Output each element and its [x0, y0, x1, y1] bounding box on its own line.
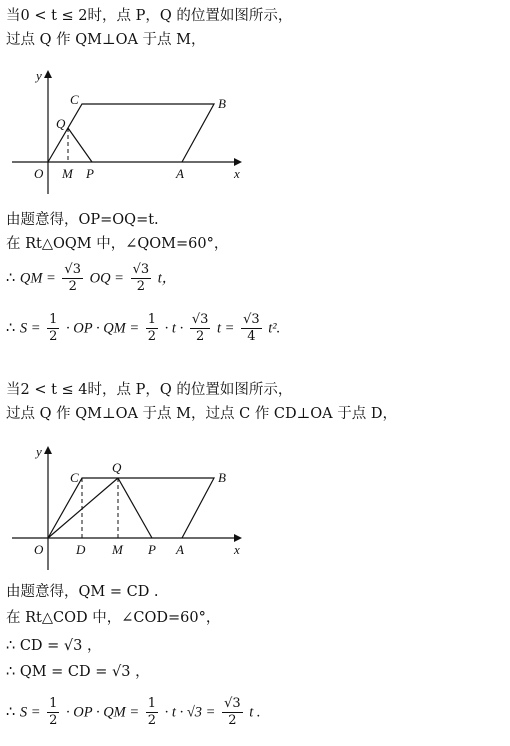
- fig2-label-A: A: [176, 542, 184, 557]
- fig1-label-M: M: [62, 166, 73, 181]
- fig2-label-B: B: [218, 470, 226, 485]
- case2-construction: 过点 Q 作 QM⊥OA 于点 M，过点 C 作 CD⊥OA 于点 D，: [6, 406, 397, 422]
- fig1-label-P: P: [86, 166, 94, 181]
- fig1-label-x: x: [234, 166, 240, 181]
- case2-qm: ∴ QM = CD = √3 ，: [6, 664, 150, 680]
- fig2-label-M: M: [112, 542, 123, 557]
- fig2-label-O: O: [34, 542, 44, 557]
- fig1-label-O: O: [34, 166, 44, 181]
- fig2-label-y: y: [36, 444, 42, 459]
- fig2-label-x: x: [234, 542, 240, 557]
- case1-area-formula: ∴ S = $\frac{1}{2}$ · OP · QM = $\frac{1}{2}$ · t · $\frac{√3}{2}$ t = $\frac{√3}{4}$ t².: [6, 312, 281, 344]
- fig1-label-B: B: [218, 96, 226, 111]
- case2-cd: ∴ CD = √3 ，: [6, 638, 102, 654]
- fig2-label-P: P: [148, 542, 156, 557]
- fig1-label-y: y: [36, 68, 42, 83]
- fig2-label-D: D: [76, 542, 86, 557]
- case1-heading: 当0 < t ≤ 2时，点 P，Q 的位置如图所示，: [6, 8, 293, 24]
- case2-heading: 当2 < t ≤ 4时，点 P，Q 的位置如图所示，: [6, 382, 293, 398]
- fig2-label-C: C: [70, 470, 79, 485]
- fig2-label-Q: Q: [112, 460, 122, 475]
- case2-given: 由题意得，QM = CD .: [6, 584, 159, 600]
- fig1-label-Q: Q: [56, 116, 66, 131]
- case1-construction: 过点 Q 作 QM⊥OA 于点 M，: [6, 32, 206, 48]
- case1-triangle: 在 Rt△OQM 中，∠QOM=60°，: [6, 236, 229, 252]
- case2-triangle: 在 Rt△COD 中，∠COD=60°，: [6, 610, 221, 626]
- case1-given: 由题意得，OP=OQ=t.: [6, 212, 159, 228]
- fig1-label-C: C: [70, 92, 79, 107]
- case2-area-formula: ∴ S = $\frac{1}{2}$ · OP · QM = $\frac{1}{2}$ · t · √3 = $\frac{√3}{2}$ t .: [6, 696, 261, 728]
- figure-case1: [6, 66, 266, 196]
- figure-case2: [6, 442, 266, 572]
- fig1-label-A: A: [176, 166, 184, 181]
- case1-qm-formula: ∴ QM = $\frac{√3}{2}$ OQ = $\frac{√3}{2}$ t，: [6, 262, 177, 294]
